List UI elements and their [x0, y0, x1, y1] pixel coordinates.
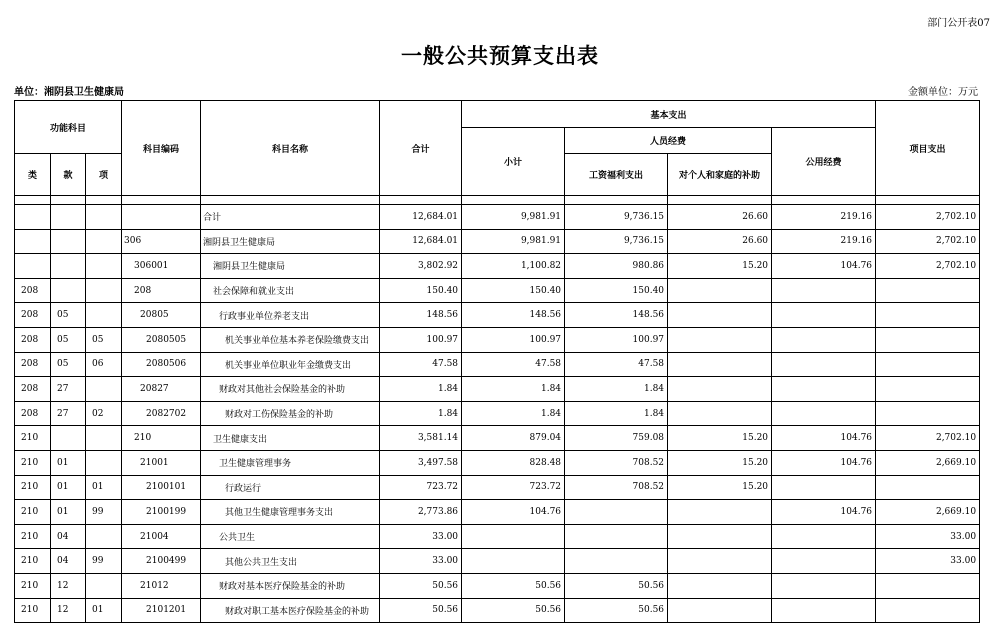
cell-xiang	[86, 254, 122, 279]
cell-subtotal: 9,981.91	[462, 205, 565, 230]
cell-project	[876, 278, 980, 303]
cell-total: 50.56	[380, 598, 462, 623]
cell-kuan: 27	[51, 377, 86, 402]
cell-total: 33.00	[380, 524, 462, 549]
cell-total: 148.56	[380, 303, 462, 328]
cell-kuan	[51, 254, 86, 279]
cell-subsidy	[668, 352, 772, 377]
cell-subsidy	[668, 524, 772, 549]
cell-name: 财政对工伤保险基金的补助	[201, 401, 380, 426]
cell-wage: 980.86	[565, 254, 668, 279]
cell-public	[772, 401, 876, 426]
cell-lei: 210	[15, 450, 51, 475]
cell-kuan: 12	[51, 573, 86, 598]
cell-subtotal: 9,981.91	[462, 229, 565, 254]
cell-lei: 210	[15, 549, 51, 574]
table-row	[15, 352, 980, 377]
cell-project	[876, 475, 980, 500]
cell-total: 3,497.58	[380, 450, 462, 475]
cell-total: 100.97	[380, 327, 462, 352]
table-row	[15, 426, 980, 451]
cell-code: 2101201	[122, 598, 201, 623]
cell-xiang	[86, 450, 122, 475]
cell-subtotal: 100.97	[462, 327, 565, 352]
cell-project: 2,702.10	[876, 205, 980, 230]
cell-public	[772, 573, 876, 598]
table-row	[15, 303, 980, 328]
cell-code: 306	[122, 229, 201, 254]
cell-subtotal: 828.48	[462, 450, 565, 475]
cell-total: 3,581.14	[380, 426, 462, 451]
cell-subsidy	[668, 598, 772, 623]
cell-name: 财政对其他社会保险基金的补助	[201, 377, 380, 402]
cell-project: 2,702.10	[876, 254, 980, 279]
table-row	[15, 500, 980, 525]
cell-xiang	[86, 524, 122, 549]
cell-subsidy	[668, 377, 772, 402]
cell-public	[772, 475, 876, 500]
cell-subtotal: 104.76	[462, 500, 565, 525]
header-subject-name: 科目名称	[201, 101, 380, 196]
cell-kuan	[51, 229, 86, 254]
cell-subsidy	[668, 573, 772, 598]
cell-lei: 208	[15, 377, 51, 402]
cell-name: 机关事业单位职业年金缴费支出	[201, 352, 380, 377]
cell-xiang: 02	[86, 401, 122, 426]
cell-name: 卫生健康管理事务	[201, 450, 380, 475]
cell-kuan: 05	[51, 303, 86, 328]
cell-xiang: 01	[86, 598, 122, 623]
cell-project	[876, 377, 980, 402]
header-subtotal: 小计	[462, 128, 565, 196]
page-title: 一般公共预算支出表	[401, 43, 599, 68]
cell-lei: 208	[15, 278, 51, 303]
cell-wage: 759.08	[565, 426, 668, 451]
cell-xiang	[86, 426, 122, 451]
cell-project: 2,702.10	[876, 229, 980, 254]
cell-total: 723.72	[380, 475, 462, 500]
cell-public: 104.76	[772, 500, 876, 525]
table-row	[15, 377, 980, 402]
cell-wage: 50.56	[565, 598, 668, 623]
cell-code: 2100199	[122, 500, 201, 525]
cell-code	[122, 205, 201, 230]
cell-subsidy	[668, 500, 772, 525]
cell-kuan	[51, 205, 86, 230]
cell-public	[772, 524, 876, 549]
header-family-subsidy: 对个人和家庭的补助	[668, 154, 772, 196]
table-row	[15, 450, 980, 475]
cell-public	[772, 549, 876, 574]
cell-name: 社会保障和就业支出	[201, 278, 380, 303]
cell-kuan: 27	[51, 401, 86, 426]
cell-kuan	[51, 426, 86, 451]
cell-wage: 1.84	[565, 401, 668, 426]
cell-xiang: 99	[86, 549, 122, 574]
cell-subtotal: 723.72	[462, 475, 565, 500]
cell-name: 财政对职工基本医疗保险基金的补助	[201, 598, 380, 623]
cell-public	[772, 352, 876, 377]
cell-wage: 150.40	[565, 278, 668, 303]
cell-subsidy	[668, 327, 772, 352]
cell-lei: 208	[15, 327, 51, 352]
header-public-expense: 公用经费	[772, 128, 876, 196]
cell-xiang	[86, 229, 122, 254]
cell-subsidy	[668, 303, 772, 328]
cell-wage: 148.56	[565, 303, 668, 328]
cell-xiang: 99	[86, 500, 122, 525]
cell-code: 20827	[122, 377, 201, 402]
cell-lei	[15, 205, 51, 230]
cell-wage	[565, 500, 668, 525]
cell-lei: 208	[15, 303, 51, 328]
cell-project	[876, 327, 980, 352]
cell-lei: 208	[15, 352, 51, 377]
cell-public: 104.76	[772, 254, 876, 279]
cell-subsidy	[668, 401, 772, 426]
cell-name: 合计	[201, 205, 380, 230]
cell-public	[772, 278, 876, 303]
cell-xiang: 05	[86, 327, 122, 352]
cell-name: 湘阴县卫生健康局	[201, 254, 380, 279]
cell-kuan: 01	[51, 475, 86, 500]
cell-wage: 1.84	[565, 377, 668, 402]
cell-xiang: 01	[86, 475, 122, 500]
cell-total: 3,802.92	[380, 254, 462, 279]
header-basic-expenditure: 基本支出	[462, 101, 876, 128]
cell-total: 33.00	[380, 549, 462, 574]
header-wage-welfare: 工资福利支出	[565, 154, 668, 196]
cell-wage: 100.97	[565, 327, 668, 352]
header-xiang: 项	[86, 154, 122, 196]
cell-total: 2,773.86	[380, 500, 462, 525]
cell-name: 机关事业单位基本养老保险缴费支出	[201, 327, 380, 352]
cell-project: 33.00	[876, 549, 980, 574]
money-unit-label: 金额单位：万元	[908, 87, 978, 98]
cell-code: 2100101	[122, 475, 201, 500]
cell-xiang	[86, 377, 122, 402]
cell-kuan: 01	[51, 450, 86, 475]
cell-total: 12,684.01	[380, 205, 462, 230]
header-kuan: 款	[51, 154, 86, 196]
cell-name: 行政运行	[201, 475, 380, 500]
cell-subtotal: 47.58	[462, 352, 565, 377]
cell-project	[876, 598, 980, 623]
cell-kuan: 05	[51, 352, 86, 377]
cell-subsidy: 15.20	[668, 475, 772, 500]
cell-xiang	[86, 573, 122, 598]
header-project-expenditure: 项目支出	[876, 101, 980, 196]
cell-code: 210	[122, 426, 201, 451]
table-row	[15, 401, 980, 426]
cell-public	[772, 598, 876, 623]
cell-total: 1.84	[380, 401, 462, 426]
cell-project: 33.00	[876, 524, 980, 549]
cell-wage: 708.52	[565, 475, 668, 500]
cell-wage: 50.56	[565, 573, 668, 598]
cell-xiang	[86, 278, 122, 303]
cell-xiang	[86, 303, 122, 328]
cell-wage: 9,736.15	[565, 205, 668, 230]
cell-name: 财政对基本医疗保险基金的补助	[201, 573, 380, 598]
cell-public	[772, 377, 876, 402]
cell-kuan	[51, 278, 86, 303]
cell-subtotal: 1.84	[462, 401, 565, 426]
cell-subsidy: 26.60	[668, 229, 772, 254]
cell-project	[876, 573, 980, 598]
cell-code: 21004	[122, 524, 201, 549]
header-total: 合计	[380, 101, 462, 196]
cell-project: 2,669.10	[876, 450, 980, 475]
header-gap-row	[15, 196, 980, 205]
table-row	[15, 549, 980, 574]
cell-public: 104.76	[772, 426, 876, 451]
cell-subtotal: 879.04	[462, 426, 565, 451]
cell-lei	[15, 229, 51, 254]
cell-subtotal: 50.56	[462, 573, 565, 598]
cell-total: 47.58	[380, 352, 462, 377]
cell-total: 50.56	[380, 573, 462, 598]
header-lei: 类	[15, 154, 51, 196]
cell-subtotal: 1,100.82	[462, 254, 565, 279]
cell-lei: 208	[15, 401, 51, 426]
cell-lei: 210	[15, 500, 51, 525]
cell-name: 湘阴县卫生健康局	[201, 229, 380, 254]
cell-code: 21012	[122, 573, 201, 598]
cell-name: 卫生健康支出	[201, 426, 380, 451]
table-body	[15, 205, 980, 623]
cell-subtotal: 1.84	[462, 377, 565, 402]
cell-total: 12,684.01	[380, 229, 462, 254]
cell-wage: 47.58	[565, 352, 668, 377]
cell-name: 公共卫生	[201, 524, 380, 549]
cell-public: 219.16	[772, 205, 876, 230]
cell-total: 1.84	[380, 377, 462, 402]
cell-code: 2080505	[122, 327, 201, 352]
cell-name: 行政事业单位养老支出	[201, 303, 380, 328]
cell-public: 104.76	[772, 450, 876, 475]
cell-code: 2080506	[122, 352, 201, 377]
cell-lei: 210	[15, 598, 51, 623]
cell-lei: 210	[15, 475, 51, 500]
cell-subtotal: 50.56	[462, 598, 565, 623]
cell-code: 208	[122, 278, 201, 303]
cell-subsidy	[668, 549, 772, 574]
budget-table	[14, 100, 980, 623]
cell-code: 2082702	[122, 401, 201, 426]
cell-project: 2,702.10	[876, 426, 980, 451]
cell-kuan: 05	[51, 327, 86, 352]
table-number-tag: 部门公开表07	[927, 18, 990, 29]
cell-wage	[565, 549, 668, 574]
cell-wage	[565, 524, 668, 549]
cell-project: 2,669.10	[876, 500, 980, 525]
cell-kuan: 01	[51, 500, 86, 525]
cell-kuan: 12	[51, 598, 86, 623]
cell-project	[876, 401, 980, 426]
cell-public: 219.16	[772, 229, 876, 254]
table-row	[15, 573, 980, 598]
cell-subtotal: 148.56	[462, 303, 565, 328]
cell-wage: 9,736.15	[565, 229, 668, 254]
cell-kuan: 04	[51, 524, 86, 549]
table-row	[15, 327, 980, 352]
table-row	[15, 205, 980, 230]
cell-code: 20805	[122, 303, 201, 328]
cell-public	[772, 327, 876, 352]
cell-name: 其他卫生健康管理事务支出	[201, 500, 380, 525]
table-row	[15, 229, 980, 254]
cell-subsidy: 15.20	[668, 254, 772, 279]
cell-subsidy: 15.20	[668, 450, 772, 475]
cell-name: 其他公共卫生支出	[201, 549, 380, 574]
table-row	[15, 524, 980, 549]
table-row	[15, 475, 980, 500]
cell-xiang: 06	[86, 352, 122, 377]
cell-code: 21001	[122, 450, 201, 475]
cell-subtotal: 150.40	[462, 278, 565, 303]
table-row	[15, 278, 980, 303]
cell-lei	[15, 254, 51, 279]
cell-subtotal	[462, 549, 565, 574]
cell-subsidy	[668, 278, 772, 303]
cell-lei: 210	[15, 524, 51, 549]
cell-kuan: 04	[51, 549, 86, 574]
header-subject-code: 科目编码	[122, 101, 201, 196]
cell-subsidy: 15.20	[668, 426, 772, 451]
cell-lei: 210	[15, 573, 51, 598]
cell-total: 150.40	[380, 278, 462, 303]
unit-label: 单位：湘阴县卫生健康局	[14, 87, 124, 98]
cell-code: 306001	[122, 254, 201, 279]
cell-project	[876, 303, 980, 328]
table-row	[15, 598, 980, 623]
cell-subsidy: 26.60	[668, 205, 772, 230]
cell-xiang	[86, 205, 122, 230]
cell-lei: 210	[15, 426, 51, 451]
table-row	[15, 254, 980, 279]
cell-subtotal	[462, 524, 565, 549]
header-function-subject: 功能科目	[15, 101, 122, 154]
cell-project	[876, 352, 980, 377]
header-personnel-expense: 人员经费	[565, 128, 772, 154]
cell-code: 2100499	[122, 549, 201, 574]
cell-public	[772, 303, 876, 328]
cell-wage: 708.52	[565, 450, 668, 475]
